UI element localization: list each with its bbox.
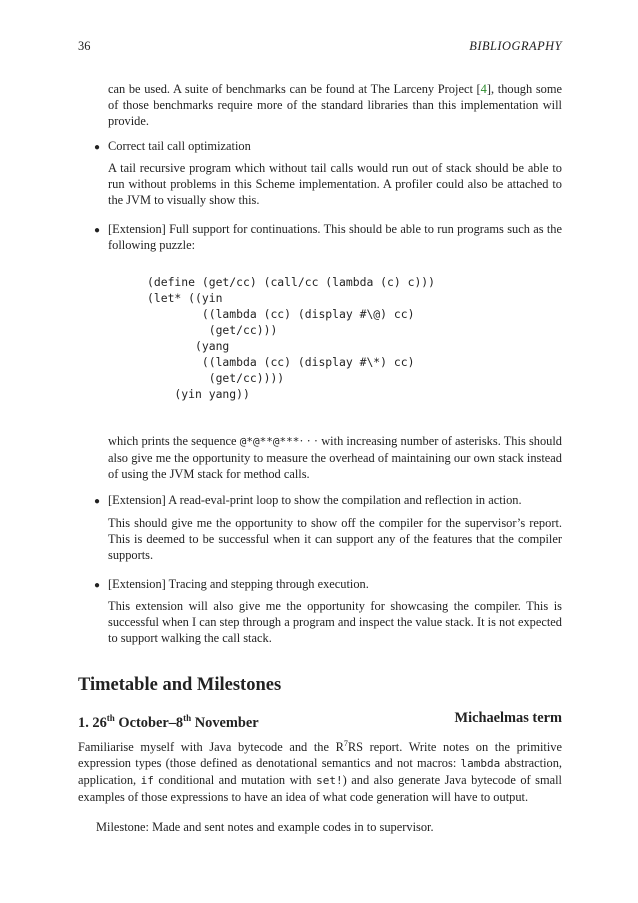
paragraph-text: ], though some of those benchmarks require more of the standard libraries than this implementation will provide. bbox=[108, 82, 562, 128]
inline-code: lambda bbox=[460, 757, 501, 770]
bullet-icon: ● bbox=[94, 580, 101, 591]
paragraph-text: · · · with increasing number of asterisks. This should also give me the opportunity to measure the overhead of maintaining our own stack instead of using the JVM stack for method calls. bbox=[108, 434, 562, 481]
item-title: [Extension] Full support for continuations. This should be able to run programs such as the following puzzle: bbox=[108, 222, 562, 252]
citation-link[interactable]: 4 bbox=[480, 82, 487, 96]
paragraph-text: RS report. Write notes on the primitive expression types (those defined as denotational semantics and not macros: bbox=[78, 740, 562, 770]
item-body: This should give me the opportunity to show off the compiler for the supervisor’s report. This is deemed to be successful when it can support any of the features that the compiler supports. bbox=[108, 516, 562, 562]
heading-text: 1. 26 bbox=[78, 714, 107, 731]
paragraph-text: conditional and mutation with bbox=[153, 773, 317, 787]
item-title: [Extension] A read-eval-print loop to show the compilation and reflection in action. bbox=[108, 493, 522, 507]
continued-paragraph bbox=[108, 81, 562, 129]
item-title: Correct tail call optimization bbox=[108, 139, 251, 153]
term-label: Michaelmas term bbox=[454, 710, 562, 726]
paragraph-text: ) and also generate Java bytecode of small examples of those expressions to have an idea of what code generation will have to output. bbox=[78, 773, 562, 804]
inline-code: set! bbox=[316, 774, 343, 787]
inline-code: @*@**@*** bbox=[239, 435, 300, 448]
final-paragraph bbox=[78, 739, 562, 805]
item-body: This extension will also give me the opportunity for showcasing the compiler. This is successful when I can step through a program and inspect the value stack. It is not expected to support walking the call stack. bbox=[108, 599, 562, 645]
paragraph-text: can be used. A suite of benchmarks can be found at The Larceny Project [ bbox=[108, 82, 481, 96]
bullet-icon: ● bbox=[94, 225, 101, 236]
section-heading: Timetable and Milestones bbox=[78, 675, 282, 695]
superscript: th bbox=[183, 713, 192, 723]
page-number: 36 bbox=[78, 39, 91, 53]
paragraph-text: Familiarise myself with Java bytecode and the R bbox=[78, 740, 344, 754]
milestone-line: Milestone: Made and sent notes and example codes in to supervisor. bbox=[96, 820, 434, 834]
page-header bbox=[78, 38, 562, 54]
bullet-icon: ● bbox=[94, 142, 101, 153]
heading-text: November bbox=[191, 714, 259, 731]
item-body bbox=[108, 433, 562, 482]
code-block: (define (get/cc) (call/cc (lambda (c) c))) (let* ((yin ((lambda (cc) (display #\@) cc) (get/cc))) (yang ((lambda (cc) (display #\*) cc) (get/cc)))) (yin yang)) bbox=[147, 275, 436, 401]
heading-text: October–8 bbox=[114, 714, 184, 731]
paragraph-text: abstraction, application, bbox=[78, 756, 562, 787]
item-body: A tail recursive program which without tail calls would run out of stack should be able to run without problems in this Scheme implementation. A profiler could also be attached to the JVM to visually show this. bbox=[108, 161, 562, 207]
superscript: 7 bbox=[343, 738, 348, 748]
bullet-icon: ● bbox=[94, 496, 101, 507]
paragraph-text: which prints the sequence bbox=[108, 434, 240, 448]
inline-code: if bbox=[140, 774, 154, 787]
superscript: th bbox=[106, 713, 115, 723]
subsection-heading bbox=[78, 708, 562, 733]
running-title: BIBLIOGRAPHY bbox=[469, 39, 562, 53]
item-title: [Extension] Tracing and stepping through execution. bbox=[108, 577, 369, 591]
